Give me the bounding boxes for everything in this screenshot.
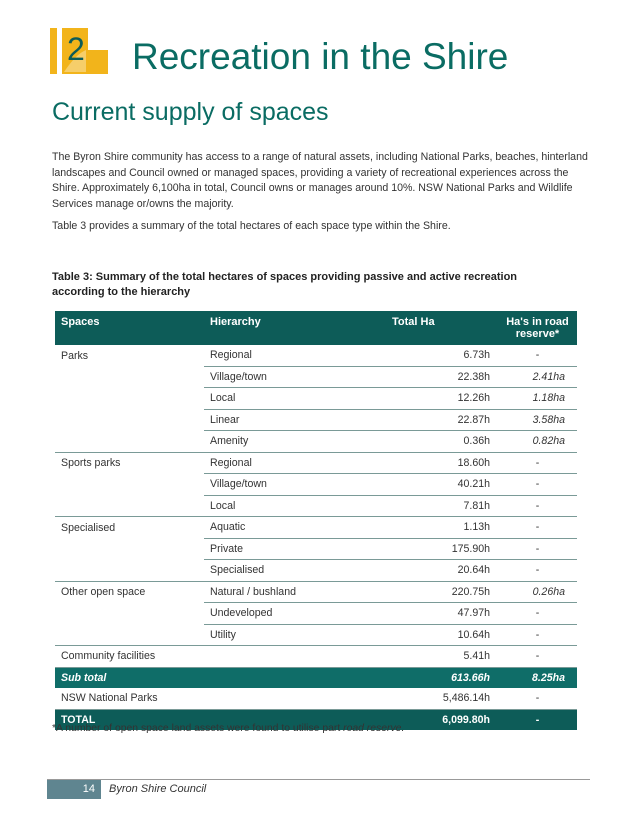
footer-divider (47, 779, 590, 780)
cell-hierarchy: Private (204, 538, 386, 560)
cell-hierarchy: Utility (204, 624, 386, 646)
national-parks-total: 5,486.14h (386, 688, 498, 709)
cell-space (55, 624, 204, 646)
cell-hierarchy: Undeveloped (204, 603, 386, 625)
cell-space (55, 603, 204, 625)
cell-total: 5.41h (386, 646, 498, 668)
grand-total-road: - (498, 709, 577, 730)
header-road-reserve: Ha's in road reserve* (498, 311, 577, 345)
cell-space (55, 388, 204, 410)
cell-road: - (498, 646, 577, 668)
page-number: 14 (47, 780, 101, 799)
cell-hierarchy: Natural / bushland (204, 581, 386, 603)
cell-hierarchy: Amenity (204, 431, 386, 453)
cell-total: 20.64h (386, 560, 498, 582)
cell-hierarchy: Aquatic (204, 517, 386, 539)
footnote-emphasis: road reserve. (343, 723, 405, 734)
cell-space (55, 409, 204, 431)
table-row (55, 495, 577, 517)
cell-total: 220.75h (386, 581, 498, 603)
subtotal-total: 613.66h (386, 667, 498, 688)
cell-road: - (498, 603, 577, 625)
chapter-badge-icon (50, 24, 118, 78)
chapter-number: 2 (67, 31, 85, 67)
subtotal-label: Sub total (55, 667, 386, 688)
cell-hierarchy: Local (204, 495, 386, 517)
table-row (55, 388, 577, 410)
table-row (55, 560, 577, 582)
page-title: Recreation in the Shire (132, 36, 509, 77)
cell-space (55, 560, 204, 582)
grand-total-total: 6,099.80h (386, 709, 498, 730)
cell-total: 22.38h (386, 366, 498, 388)
cell-total: 1.13h (386, 517, 498, 539)
footnote-text: *A number of open space land assets were found to utilise part (52, 723, 344, 734)
cell-hierarchy: Village/town (204, 366, 386, 388)
header-total-ha: Total Ha (386, 311, 498, 345)
intro-paragraph: The Byron Shire community has access to a range of natural assets, including National Parks, beaches, hinterland landscapes and Council owned or managed spaces, providing a variety of recreational experiences across the Shire. Approximately 6,100ha in total, Council owns or manages around 10%. NSW National Parks and Wildlife Services manage or/owns the majority. (52, 151, 588, 210)
cell-road: 3.58ha (498, 409, 577, 431)
table-intro-paragraph: Table 3 provides a summary of the total hectares of each space type within the Shire. (52, 220, 451, 232)
cell-hierarchy: Regional (204, 452, 386, 474)
subtotal-road: 8.25ha (498, 667, 577, 688)
table-row (55, 624, 577, 646)
section-heading: Current supply of spaces (52, 98, 329, 126)
cell-road: - (498, 624, 577, 646)
cell-road: - (498, 495, 577, 517)
table-header-row (55, 311, 577, 345)
national-parks-road: - (498, 688, 577, 709)
cell-space (55, 474, 204, 496)
cell-space (55, 431, 204, 453)
header-hierarchy: Hierarchy (204, 311, 386, 345)
cell-space: Sports parks (61, 457, 121, 469)
cell-road: - (498, 538, 577, 560)
cell-hierarchy: Regional (204, 345, 386, 366)
cell-space: Parks (61, 349, 89, 362)
cell-total: 40.21h (386, 474, 498, 496)
cell-total: 175.90h (386, 538, 498, 560)
grand-total-label: TOTAL (55, 709, 386, 730)
cell-space: Other open space (61, 586, 146, 598)
cell-total: 22.87h (386, 409, 498, 431)
cell-total: 6.73h (386, 345, 498, 366)
table-row (55, 474, 577, 496)
cell-road: 0.82ha (498, 431, 577, 453)
national-parks-label: NSW National Parks (55, 688, 386, 709)
table-row (55, 646, 577, 668)
cell-space (55, 495, 204, 517)
cell-total: 7.81h (386, 495, 498, 517)
cell-hierarchy: Village/town (204, 474, 386, 496)
cell-space: Specialised (61, 521, 116, 534)
cell-road: - (498, 560, 577, 582)
hectares-table (55, 311, 577, 730)
cell-road: 2.41ha (498, 366, 577, 388)
table-row (55, 517, 577, 539)
cell-road: 0.26ha (498, 581, 577, 603)
cell-hierarchy: Local (204, 388, 386, 410)
cell-space (55, 366, 204, 388)
cell-road: - (498, 452, 577, 474)
national-parks-row (55, 688, 577, 709)
cell-space: Community facilities (55, 646, 204, 668)
cell-hierarchy (204, 646, 386, 668)
cell-total: 0.36h (386, 431, 498, 453)
cell-road: - (498, 517, 577, 539)
cell-total: 12.26h (386, 388, 498, 410)
chapter-logo (50, 24, 118, 78)
table-row (55, 409, 577, 431)
table-footnote (52, 723, 404, 734)
cell-road: 1.18ha (498, 388, 577, 410)
table-row (55, 345, 577, 366)
table-row (55, 538, 577, 560)
cell-road: - (498, 345, 577, 366)
table-row (55, 431, 577, 453)
cell-hierarchy: Linear (204, 409, 386, 431)
table-row (55, 581, 577, 603)
cell-hierarchy: Specialised (204, 560, 386, 582)
cell-space (55, 538, 204, 560)
cell-road: - (498, 474, 577, 496)
cell-total: 18.60h (386, 452, 498, 474)
table-row (55, 366, 577, 388)
cell-total: 47.97h (386, 603, 498, 625)
header-spaces: Spaces (55, 311, 204, 345)
subtotal-row (55, 667, 577, 688)
table-row (55, 452, 577, 474)
cell-total: 10.64h (386, 624, 498, 646)
table-caption: Table 3: Summary of the total hectares of spaces providing passive and active recreation according to the hierarchy (52, 271, 518, 298)
table-row (55, 603, 577, 625)
footer-organisation: Byron Shire Council (109, 783, 207, 795)
